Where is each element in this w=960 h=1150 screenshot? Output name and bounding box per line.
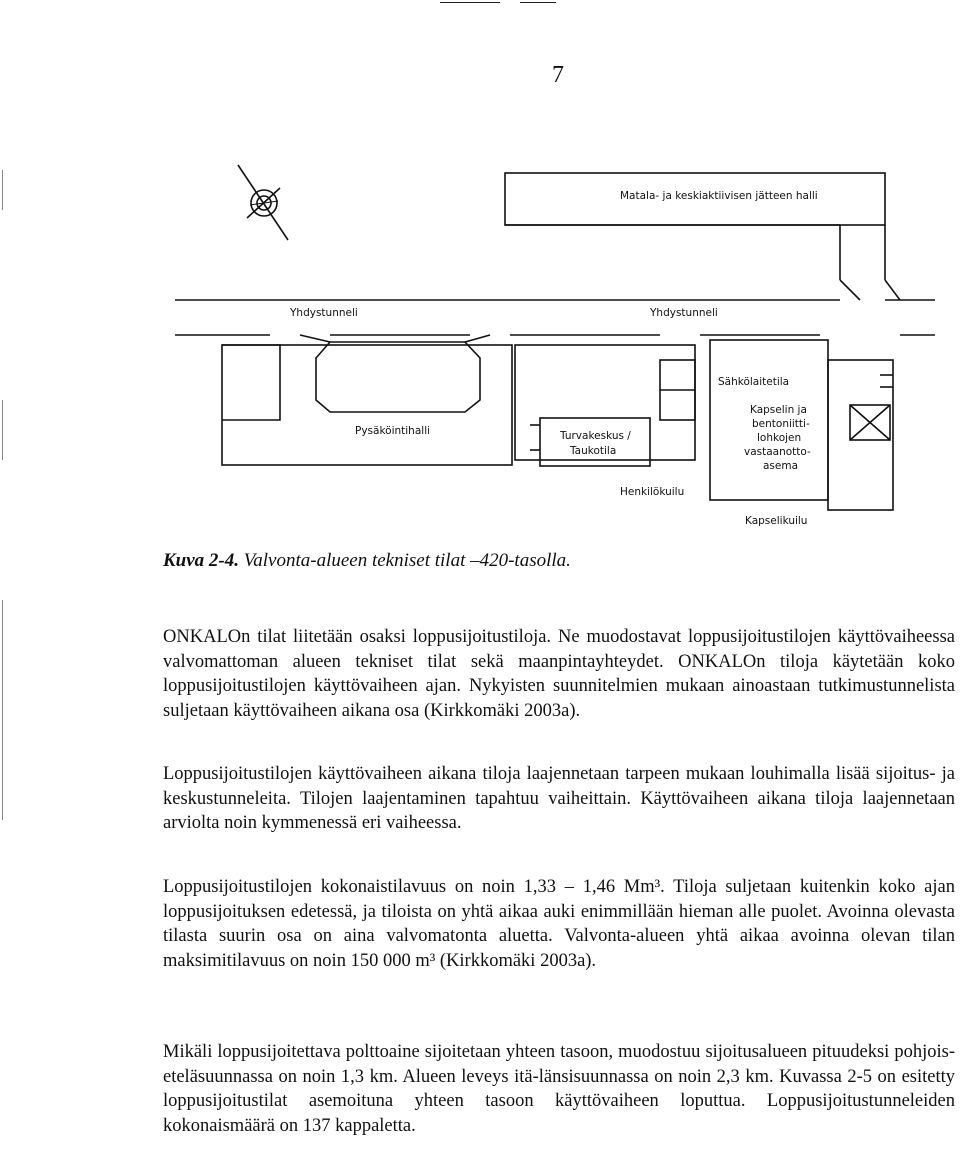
paragraph-4: Mikäli loppusijoitettava polttoaine sijoitetaan yhteen tasoon, muodostuu sijoitusalueen pituudeksi pohjois-eteläsuunnassa on noin 1,3 km. Alueen leveys itä-länsisuunnassa on noin 2,3 km. Kuvassa 2-5 on esitetty loppusijoitustilat asemoituna yhteen tasoon käyttövaiheen loputtua. Loppusijoitustunneleiden kokonaismäärä on 137 kappaletta. — [163, 1042, 955, 1136]
page-number: 7 — [552, 62, 564, 88]
reception-label-3: lohkojen — [757, 432, 802, 444]
paragraph-3: Loppusijoitustilojen kokonaistilavuus on noin 1,33 – 1,46 Mm³. Tiloja suljetaan kuitenkin koko ajan loppusijoituksen edetessä, ja tiloista on yhtä aikaa auki enimmillään hieman alle puolet. Avoinna olevasta tilasta suurin osa on aina valvomatonta aluetta. Valvonta-alueen yhtä aikaa avoinna olevan tilan maksimitilavuus on noin 150 000 m³ (Kirkkomäki 2003a). — [163, 877, 955, 971]
caption-text: Valvonta-alueen tekniset tilat –420-tasolla. — [243, 550, 571, 571]
tunnel-left-label: Yhdystunneli — [290, 307, 358, 319]
reception-label-5: asema — [763, 460, 799, 472]
floor-plan-drawing — [0, 150, 960, 550]
tunnel-right-label: Yhdystunneli — [650, 307, 718, 319]
figure-caption — [163, 550, 571, 572]
compass-icon — [238, 165, 288, 240]
reception-label-2: bentoniitti- — [752, 418, 810, 430]
break-room-label: Taukotila — [570, 445, 617, 457]
caption-number: Kuva 2-4. — [163, 550, 239, 571]
paragraph-1: ONKALOn tilat liitetään osaksi loppusijoitustiloja. Ne muodostavat loppusijoitustilojen käyttövaiheessa valvomattoman alueen tekniset tilat sekä maanpintayhteydet. ONKALOn tiloja käytetään koko loppusijoitustilojen käyttövaiheen ajan. Nykyisten suunnitelmien mukaan ainoastaan tutkimustunnelista suljetaan käyttövaiheen aikana osa (Kirkkomäki 2003a). — [163, 627, 955, 721]
floor-plan-figure — [0, 150, 960, 550]
hall-label: Matala- ja keskiaktiivisen jätteen halli — [620, 190, 818, 202]
reception-label-4: vastaanotto- — [744, 446, 811, 458]
parking-hall-label: Pysäköintihalli — [355, 425, 431, 437]
safety-center-label: Turvakeskus / — [560, 430, 631, 442]
margin-rule — [2, 600, 3, 820]
staff-shaft-label: Henkilökuilu — [620, 486, 685, 498]
top-rule — [440, 2, 500, 3]
electrical-room-label: Sähkölaitetila — [718, 376, 790, 388]
paragraph-2: Loppusijoitustilojen käyttövaiheen aikana tiloja laajennetaan tarpeen mukaan louhimalla lisää sijoitus- ja keskustunneleita. Tilojen laajentaminen tapahtuu vaiheittain. Käyttövaiheen aikana tiloja laajennetaan arviolta noin kymmenessä eri vaiheessa. — [163, 764, 955, 833]
top-rule — [520, 2, 556, 3]
reception-label-1: Kapselin ja — [750, 404, 807, 416]
capsule-shaft-label: Kapselikuilu — [745, 515, 808, 527]
